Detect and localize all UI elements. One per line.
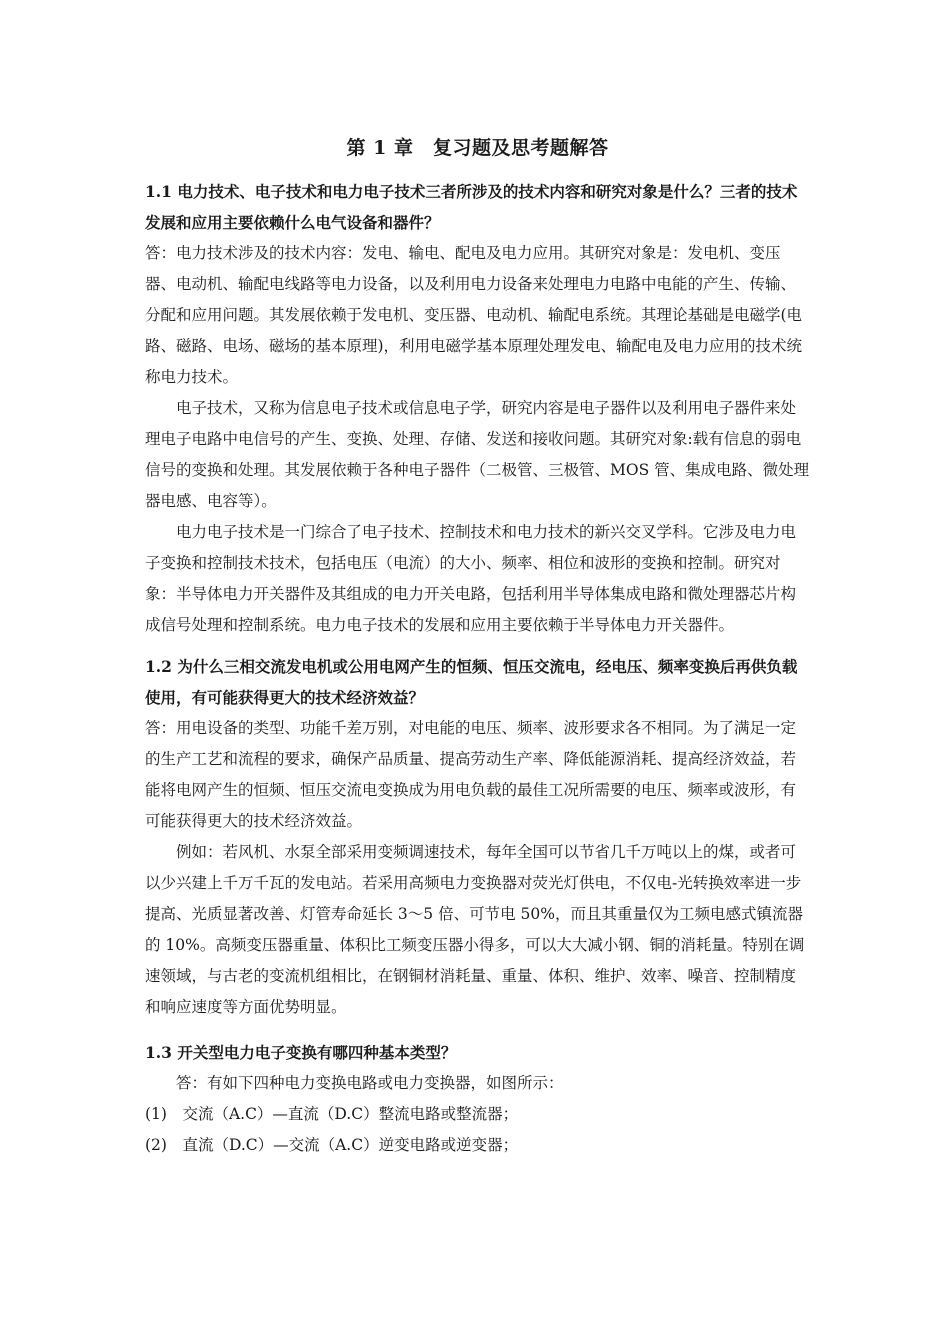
question-1-1: 1.1 电力技术、电子技术和电力电子技术三者所涉及的技术内容和研究对象是什么？三者的技术发展和应用主要依赖什么电气设备和器件？	[145, 182, 798, 232]
document-page	[145, 134, 810, 1161]
question-1-3: 1.3 开关型电力电子变换有哪四种基本类型？	[145, 1043, 457, 1062]
answer-1-1-para-3: 电力电子技术是一门综合了电子技术、控制技术和电力技术的新兴交叉学科。它涉及电力电子变换和控制技术技术，包括电压（电流）的大小、频率、相位和波形的变换和控制。研究对象：半导体电力开关器件及其组成的电力开关电路，包括利用半导体集成电路和微处理器芯片构成信号处理和控制系统。电力电子技术的发展和应用主要依赖于半导体电力开关器件。	[145, 523, 797, 634]
chapter-title: 第 1 章 复习题及思考题解答	[346, 137, 609, 159]
answer-1-3-intro: 答：有如下四种电力变换电路或电力变换器，如图所示：	[176, 1074, 564, 1092]
answer-1-1-para-2: 电子技术，又称为信息电子技术或信息电子学，研究内容是电子器件以及利用电子器件来处理电子电路中电信号的产生、变换、处理、存储、发送和接收问题。其研究对象:载有信息的弱电信号的变换和处理。其发展依赖于各种电子器件（二极管、三极管、MOS 管、集成电路、微处理器电感、电容等）。	[145, 399, 810, 510]
answer-1-3-item-2: (2) 直流（D.C）—交流（A.C）逆变电路或逆变器；	[145, 1136, 519, 1154]
answer-1-2-para-2: 例如：若风机、水泵全部采用变频调速技术，每年全国可以节省几千万吨以上的煤，或者可以少兴建上千万千瓦的发电站。若采用高频电力变换器对荧光灯供电，不仅电-光转换效率进一步提高、光质显著改善、灯管寿命延长 3～5 倍、可节电 50%，而且其重量仅为工频电感式镇流器的 10%。高频变压器重量、体积比工频变压器小得多，可以大大减小钢、铜的消耗量。特别在调速领域，与古老的变流机组相比，在钢铜材消耗量、重量、体积、维护、效率、噪音、控制精度和响应速度等方面优势明显。	[145, 843, 805, 1016]
answer-1-2-para-1: 答：用电设备的类型、功能千差万别，对电能的电压、频率、波形要求各不相同。为了满足一定的生产工艺和流程的要求，确保产品质量、提高劳动生产率、降低能源消耗、提高经济效益，若能将电网产生的恒频、恒压交流电变换成为用电负载的最佳工况所需要的电压、频率或波形，有可能获得更大的技术经济效益。	[145, 719, 797, 830]
question-1-2: 1.2 为什么三相交流发电机或公用电网产生的恒频、恒压交流电，经电压、频率变换后再供负载使用，有可能获得更大的技术经济效益？	[145, 657, 798, 707]
answer-1-1-para-1: 答：电力技术涉及的技术内容：发电、输电、配电及电力应用。其研究对象是：发电机、变压器、电动机、输配电线路等电力设备，以及利用电力设备来处理电力电路中电能的产生、传输、分配和应用问题。其发展依赖于发电机、变压器、电动机、输配电系统。其理论基础是电磁学(电路、磁路、电场、磁场的基本原理)，利用电磁学基本原理处理发电、输配电及电力应用的技术统称电力技术。	[145, 244, 803, 386]
answer-1-3-item-1: (1) 交流（A.C）—直流（D.C）整流电路或整流器；	[145, 1105, 519, 1123]
